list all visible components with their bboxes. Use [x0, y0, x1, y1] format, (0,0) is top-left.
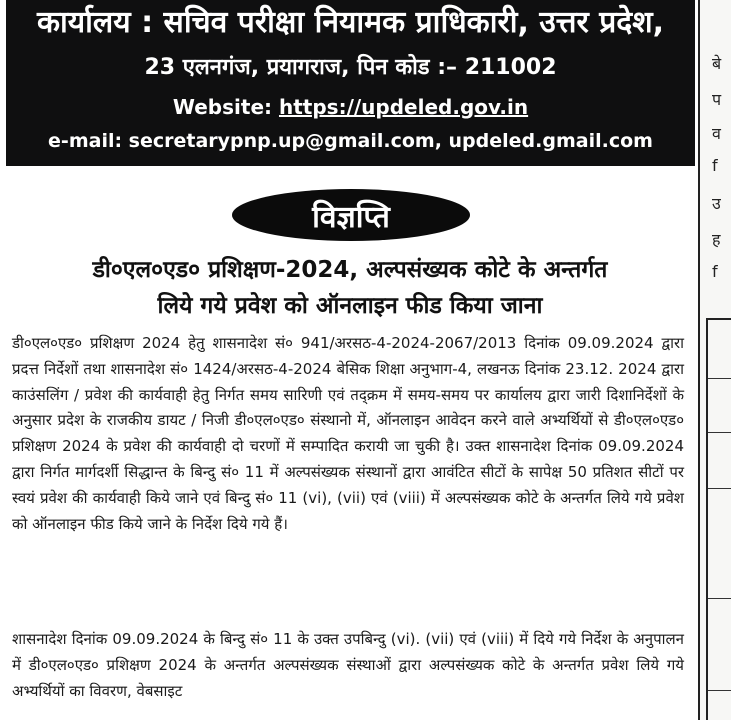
strip-char: व [712, 124, 721, 143]
body-paragraph-2: शासनादेश दिनांक 09.09.2024 के बिन्दु सं० 11 के उक्त उपबिन्दु (vi). (vii) एवं (viii) में दिये गये निर्देश के अनुपालन में डी०एल०एड० प्रशिक्षण 2024 के अन्तर्गत अल्पसंख्यक संस्थाओं द्वारा अल्पसंख्यक कोटे के अन्तर्गत प्रवेश लिये गये अभ्यर्थियों का विवरण, वेबसाइट [12, 630, 684, 700]
body-paragraph-1: डी०एल०एड० प्रशिक्षण 2024 हेतु शासनादेश सं० 941/अरसठ-4-2024-2067/2013 दिनांक 09.09.2024 द्वारा प्रदत्त निर्देशों तथा शासनादेश सं० 1424/अरसठ-4-2024 बेसिक शिक्षा अनुभाग-4, लखनऊ दिनांक 23.12. 2024 द्वारा काउंसलिंग / प्रवेश की कार्यवाही हेतु निर्गत समय सारिणी एवं तद्क्रम में समय-समय पर कार्यालय द्वारा जारी दिशानिर्देशों के अनुसार प्रदेश के राजकीय डायट / निजी डी०एल०एड० संस्थानो में, ऑनलाइन आवेदन करने वाले अभ्यर्थियों से डी०एल०एड० प्रशिक्षण 2024 के प्रवेश की कार्यवाही दो चरणों में सम्पादित करायी जा चुकी है। उक्त शासनादेश दिनांक 09.09.2024 द्वारा निर्गत मार्गदर्शी सिद्धान्त के बिन्दु सं० 11 में अल्पसंख्यक संस्थानों द्वारा आवंटित सीटों के सापेक्ष 50 प्रतिशत सीटों पर स्वयं प्रवेश की कार्यवाही किये जाने एवं बिन्दु सं० 11 (vi), (vii) एवं (viii) में अल्पसंख्यक कोटे के अन्तर्गत लिये गये प्रवेश को ऑनलाइन फीड किये जाने के निर्देश दिये गये हैं। [12, 334, 684, 533]
website-line [6, 93, 695, 121]
email-line: e-mail: secretarypnp.up@gmail.com, updeled.gmail.com [48, 130, 653, 152]
strip-table-line [708, 378, 731, 379]
adjacent-page-strip [700, 0, 731, 720]
notice-label: विज्ञप्ति [312, 199, 390, 235]
website-label: Website: [172, 95, 273, 119]
office-header [6, 0, 695, 166]
notice-badge [232, 189, 470, 241]
strip-char: प [712, 90, 722, 109]
office-title: कार्यालय : सचिव परीक्षा नियामक प्राधिकारी, उत्तर प्रदेश, [36, 5, 665, 40]
strip-char: f [712, 156, 718, 175]
strip-table-line [708, 432, 731, 433]
strip-table-line [708, 690, 731, 691]
notice-subject [10, 252, 690, 324]
strip-char: उ [712, 194, 721, 213]
subject-line-1: डी०एल०एड० प्रशिक्षण-2024, अल्पसंख्यक कोटे के अन्तर्गत [92, 257, 608, 283]
strip-char: ह [712, 230, 721, 249]
strip-char: बे [712, 54, 722, 73]
subject-line-2: लिये गये प्रवेश को ऑनलाइन फीड किया जाना [157, 293, 543, 319]
website-link[interactable]: https://updeled.gov.in [278, 95, 529, 119]
strip-char: f [712, 262, 718, 281]
office-address: 23 एलनगंज, प्रयागराज, पिन कोड :– 211002 [144, 55, 557, 80]
strip-table-line [708, 598, 731, 599]
strip-table-line [708, 488, 731, 489]
